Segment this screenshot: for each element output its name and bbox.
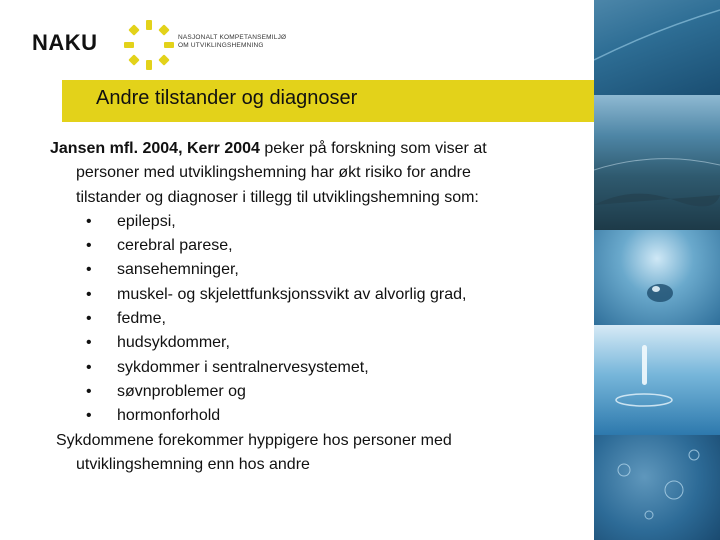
bullet-icon: • xyxy=(86,212,92,230)
logo-subtitle-line1: NASJONALT KOMPETANSEMILJØ xyxy=(178,34,287,41)
intro-line1-rest: peker på forskning som viser at xyxy=(259,140,487,157)
list-item-text: sykdommer i sentralnervesystemet, xyxy=(117,358,369,376)
list-item-text: søvnproblemer og xyxy=(117,382,246,400)
water-photo-strip xyxy=(594,0,720,540)
slide-body xyxy=(50,137,590,477)
list-item xyxy=(50,380,590,404)
list-item-text: sansehemninger, xyxy=(117,261,239,279)
conclusion-line1: Sykdommene forekommer hyppigere hos personer med xyxy=(56,431,452,449)
list-item xyxy=(50,258,590,282)
list-item xyxy=(50,210,590,234)
logo-wordmark: NAKU xyxy=(32,30,98,55)
bullet-icon: • xyxy=(86,310,92,328)
list-item-text: epilepsi, xyxy=(117,212,176,230)
list-item xyxy=(50,356,590,380)
title-band-gap xyxy=(0,80,62,122)
bullet-icon: • xyxy=(86,358,92,376)
conditions-list xyxy=(50,210,590,429)
list-item xyxy=(50,307,590,331)
bullet-icon: • xyxy=(86,382,92,400)
list-item xyxy=(50,404,590,428)
intro-citation: Jansen mfl. 2004, Kerr 2004 xyxy=(50,140,260,157)
bullet-icon: • xyxy=(86,261,92,279)
list-item-text: fedme, xyxy=(117,310,166,328)
list-item xyxy=(50,234,590,258)
bullet-icon: • xyxy=(86,237,92,255)
bullet-icon: • xyxy=(86,334,92,352)
logo-subtitle xyxy=(178,34,286,50)
list-item-text: cerebral parese, xyxy=(117,237,233,255)
logo-subtitle-line2: OM UTVIKLINGSHEMNING xyxy=(178,42,264,49)
list-item-text: hudsykdommer, xyxy=(117,334,230,352)
conclusion-line2: utviklingshemning enn hos andre xyxy=(76,455,310,473)
sun-logo-icon xyxy=(122,18,176,72)
bullet-icon: • xyxy=(86,407,92,425)
naku-logo xyxy=(28,18,287,70)
slide-title: Andre tilstander og diagnoser xyxy=(96,87,358,109)
bullet-icon: • xyxy=(86,285,92,303)
list-item xyxy=(50,331,590,355)
list-item xyxy=(50,283,590,307)
intro-line3: tilstander og diagnoser i tillegg til utviklingshemning som: xyxy=(76,188,479,206)
intro-line2: personer med utviklingshemning har økt risiko for andre xyxy=(76,164,471,182)
list-item-text: muskel- og skjelettfunksjonssvikt av alvorlig grad, xyxy=(117,285,467,303)
photo-highlights xyxy=(594,0,720,540)
list-item-text: hormonforhold xyxy=(117,407,221,425)
intro-line1 xyxy=(50,137,590,161)
